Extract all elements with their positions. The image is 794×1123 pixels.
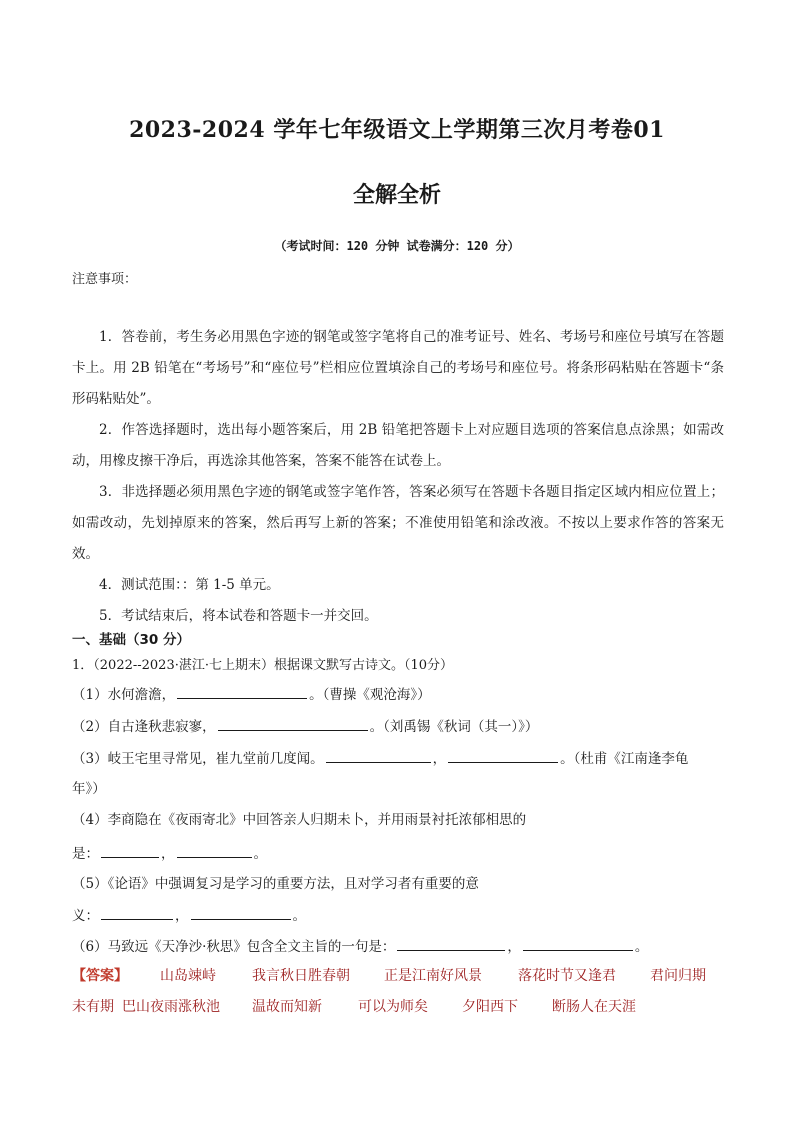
answer-item: 我言秋日胜春朝 [252,968,350,984]
answer-item: 可以为师矣 [358,999,428,1015]
notice-list [72,322,724,632]
question-line-5: （5）《论语》中强调复习是学习的重要方法，且对学习者有重要的意 [72,876,479,892]
question-line-1: （1）水何澹澹， 。（曹操《观沧海》） [72,684,732,705]
answer-blank[interactable] [191,905,291,920]
answer-item: 断肠人在天涯 [552,999,636,1015]
answer-item: 君问归期 [650,968,706,984]
answer-item: 山岛竦峙 [160,968,216,984]
exam-info: （考试时间：120 分钟 试卷满分：120 分） [274,239,520,253]
page-title: 2023-2024 学年七年级语文上学期第三次月考卷01 [129,117,665,143]
answer-row-1 [72,965,706,985]
answer-blank[interactable] [218,716,368,731]
notice-item: 5．考试结束后，将本试卷和答题卡一并交回。 [99,608,378,624]
answer-item: 落花时节又逢君 [518,968,616,984]
answer-blank[interactable] [177,684,307,699]
answer-item: 夕阳西下 [462,999,518,1015]
notice-item: 3．非选择题必须用黑色字迹的钢笔或签字笔作答，答案必须写在答题卡各题目指定区域内相应位置上；如需改动，先划掉原来的答案，然后再写上新的答案；不准使用铅笔和涂改液。不按以上要求作答的答案无效。 [72,484,724,562]
notice-item: 4．测试范围：：第 1-5 单元。 [99,577,280,593]
answer-row-2 [72,996,636,1016]
answer-item: 温故而知新 [252,999,322,1015]
question-line-3: （3）岐王宅里寻常见，崔九堂前几度闻。 ， 。（杜甫《江南逢李龟 [72,748,732,769]
section-heading: 一、基础（30 分） [72,632,190,648]
answer-blank[interactable] [397,936,505,951]
question-line-4: （4）李商隐在《夜雨寄北》中回答亲人归期未卜，并用雨景衬托浓郁相思的 [72,812,527,828]
answer-blank[interactable] [101,905,173,920]
answer-blank[interactable] [523,936,633,951]
page-subtitle: 全解全析 [352,183,441,208]
answer-blank[interactable] [448,748,558,763]
answer-tag: 【答案】 [72,968,128,984]
question-line-6: （6）马致远《天净沙·秋思》包含全文主旨的一句是： ， 。 [72,936,732,957]
answer-item: 正是江南好风景 [384,968,482,984]
answer-item: 未有期 [72,999,114,1015]
question-line-2: （2）自古逢秋悲寂寥， 。（刘禹锡《秋词（其一）》） [72,716,732,737]
notice-item: 1．答卷前，考生务必用黑色字迹的钢笔或签字笔将自己的准考证号、姓名、考场号和座位号填写在答题卡上。用 2B 铅笔在“考场号”和“座位号”栏相应位置填涂自己的考场号和座位号。将条形码粘贴在答题卡“条形码粘贴处”。 [72,329,724,407]
answer-item: 巴山夜雨涨秋池 [122,999,220,1015]
answer-blank[interactable] [101,843,159,858]
answer-blank[interactable] [177,843,252,858]
notice-heading: 注意事项： [72,272,138,287]
answer-blank[interactable] [326,748,431,763]
question-heading: 1．（2022--2023·湛江·七上期末）根据课文默写古诗文。（10分） [72,658,454,673]
question-line-4-answer: 是： ， 。 [72,843,732,864]
notice-item: 2．作答选择题时，选出每小题答案后，用 2B 铅笔把答题卡上对应题目选项的答案信息点涂黑；如需改动，用橡皮擦干净后，再选涂其他答案，答案不能答在试卷上。 [72,422,724,469]
question-line-5-answer: 义： ， 。 [72,905,732,926]
question-line-3-cont: 年》） [72,781,106,797]
